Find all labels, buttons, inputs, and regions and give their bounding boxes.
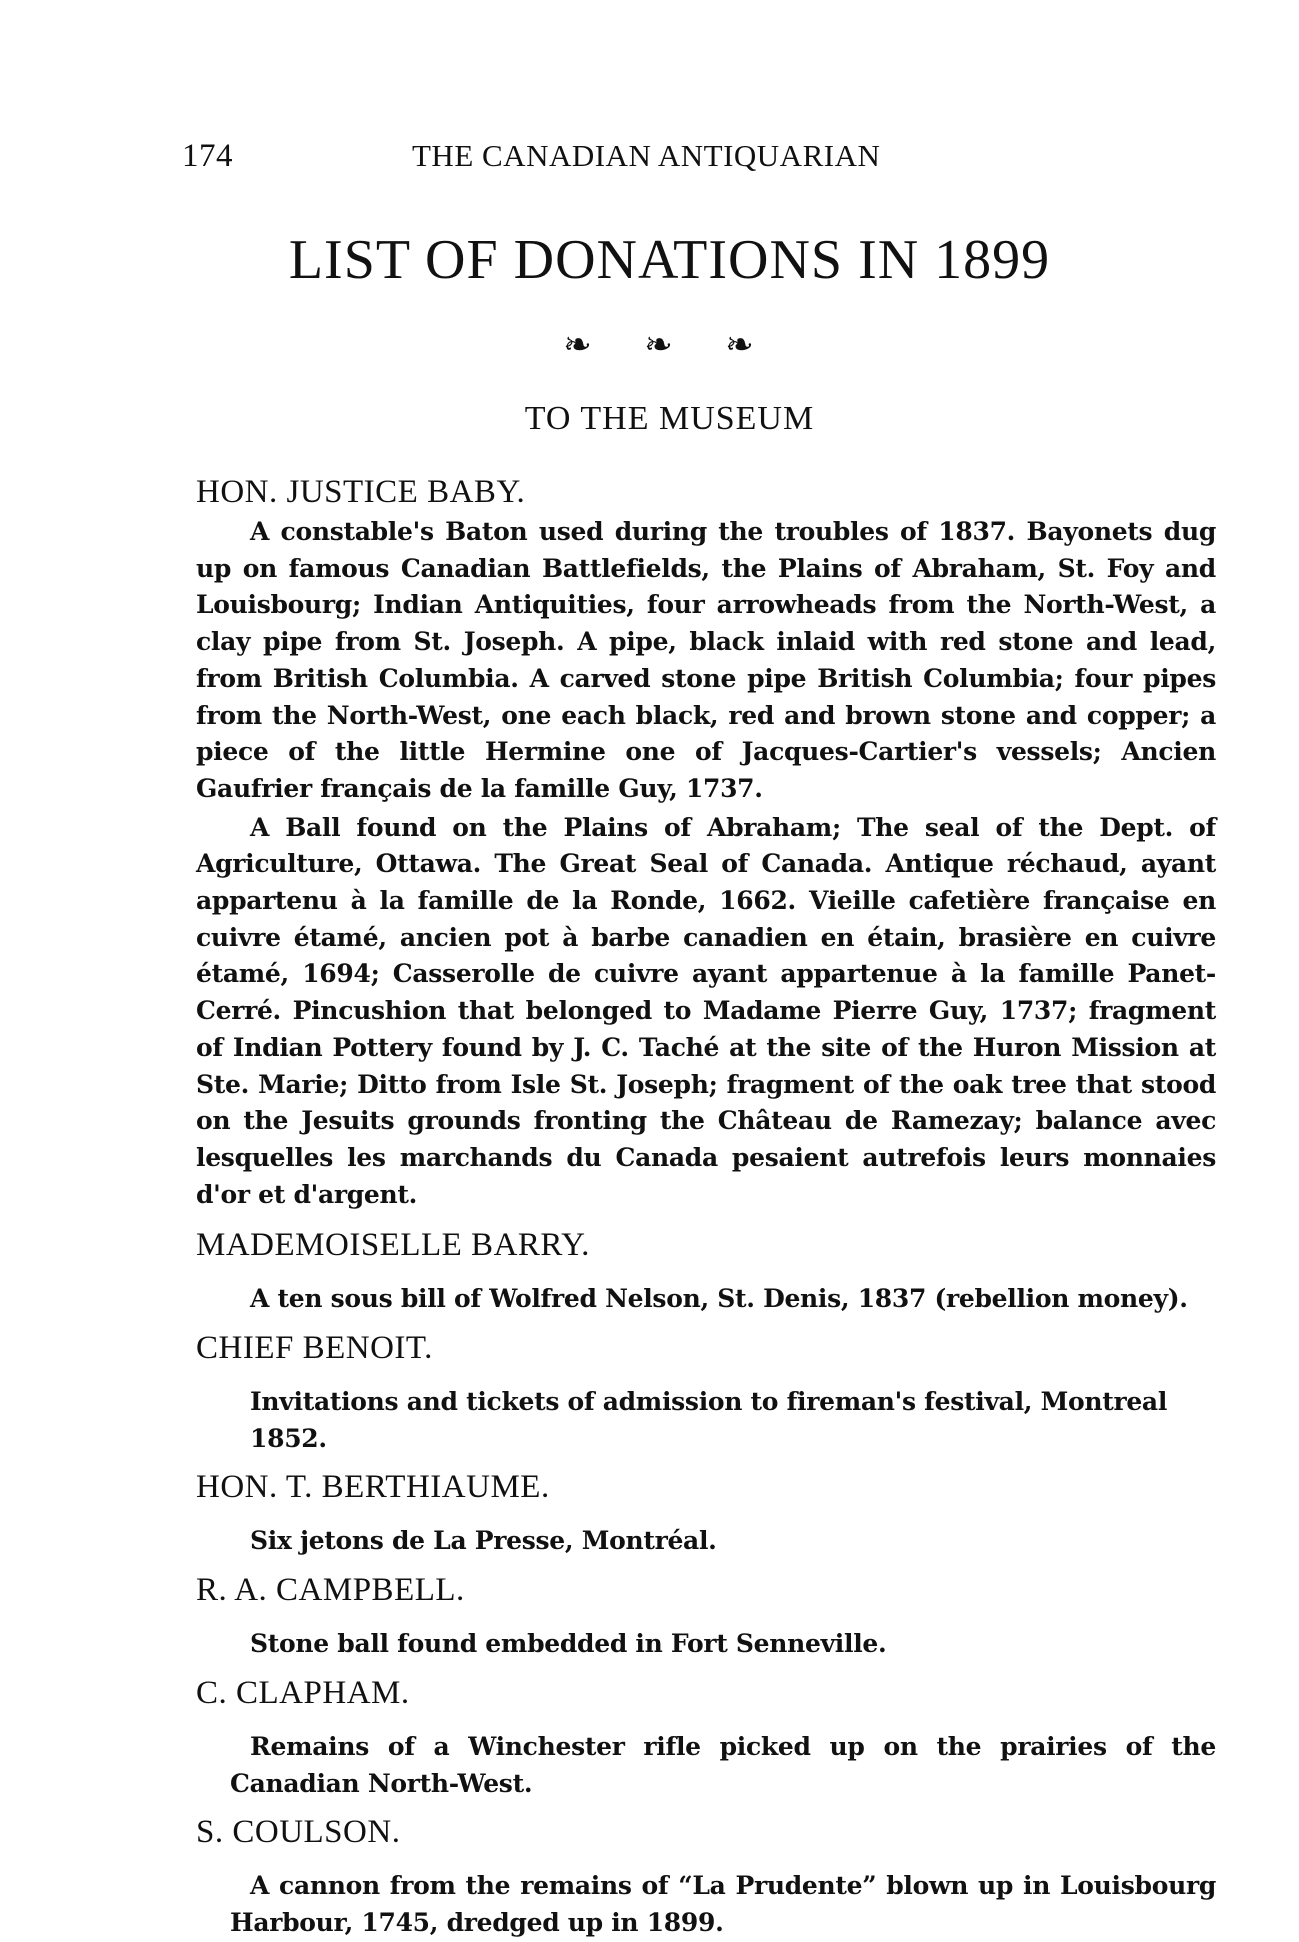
donor-name: HON. T. BERTHIAUME. xyxy=(196,1469,550,1506)
donation-description: Six jetons de La Presse, Montréal. xyxy=(250,1526,717,1556)
page-number: 174 xyxy=(182,138,233,174)
fleuron-ornament: ❧ ❧ ❧ xyxy=(563,327,776,364)
donation-description: Stone ball found embedded in Fort Senneville. xyxy=(250,1629,887,1659)
donor-name: R. A. CAMPBELL. xyxy=(196,1572,465,1609)
donation-description: A constable's Baton used during the troubles of 1837. Bayonets dug up on famous Canadian Battlefields, the Plains of Abraham, St. Foy and Louisbourg; Indian Antiquities, four arrowheads from the North-West, a clay pipe from St. Joseph. A pipe, black inlaid with red stone and lead, from British Columbia. A carved stone pipe British Columbia; four pipes from the North-West, one each black, red and brown stone and copper; a piece of the little Hermine one of Jacques-Cartier's vessels; Ancien Gaufrier français de la famille Guy, 1737. xyxy=(196,517,1216,803)
donation-description: Remains of a Winchester rifle picked up on the prairies of the Canadian North-West. xyxy=(230,1731,1216,1798)
donor-name: MADEMOISELLE BARRY. xyxy=(196,1227,590,1264)
donor-name: CHIEF BENOIT. xyxy=(196,1330,433,1367)
running-title: THE CANADIAN ANTIQUARIAN xyxy=(412,138,881,173)
donation-description: A cannon from the remains of “La Prudente” blown up in Louisbourg Harbour, 1745, dredged up in 1899. xyxy=(230,1871,1216,1937)
section-heading: TO THE MUSEUM xyxy=(524,400,815,437)
page-title: LIST OF DONATIONS IN 1899 xyxy=(288,229,1051,291)
donor-name: HON. JUSTICE BABY. xyxy=(196,474,526,510)
donation-list xyxy=(196,470,1216,1942)
running-head xyxy=(182,138,1182,188)
donation-description: A ten sous bill of Wolfred Nelson, St. Denis, 1837 (rebellion money). xyxy=(250,1284,1188,1314)
donor-name: S. COULSON. xyxy=(196,1814,401,1851)
donor-name: C. CLAPHAM. xyxy=(196,1674,410,1711)
donation-description: A Ball found on the Plains of Abraham; The seal of the Dept. of Agriculture, Ottawa. The Great Seal of Canada. Antique réchaud, ayant appartenu à la famille de la Ronde, 1662. Vieille cafetière française en cuivre étamé, ancien pot à barbe canadien en étain, brasière en cuivre étamé, 1694; Casserolle de cuivre ayant appartenue à la famille Panet-Cerré. Pincushion that belonged to Madame Pierre Guy, 1737; fragment of Indian Pottery found by J. C. Taché at the site of the Huron Mission at Ste. Marie; Ditto from Isle St. Joseph; fragment of the oak tree that stood on the Jesuits grounds fronting the Château de Ramezay; balance avec lesquelles les marchands du Canada pesaient autrefois leurs monnaies d'or et d'argent. xyxy=(196,812,1216,1209)
donation-description: Invitations and tickets of admission to fireman's festival, Montreal 1852. xyxy=(250,1387,1168,1453)
